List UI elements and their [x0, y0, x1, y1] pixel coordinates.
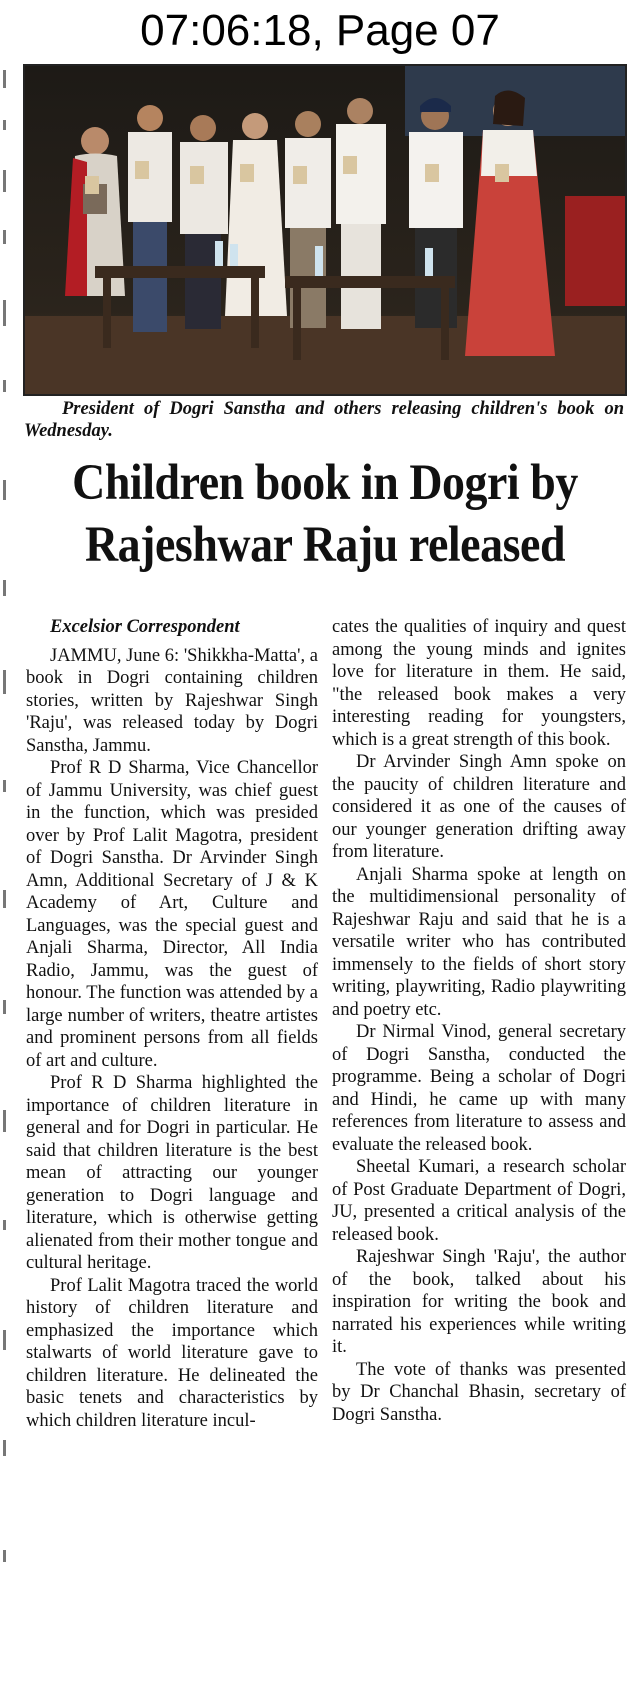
article-paragraph: Anjali Sharma spoke at length on the multidimensional personality of Rajeshwar Raju and said that he is a versatile writer who has contributed immensely to the fields of short story writing, playwriting, Radio playwriting and poetry etc.: [332, 864, 626, 1020]
stage-scene-image: [25, 66, 625, 394]
news-photo: [23, 64, 627, 396]
article-paragraph: Dr Nirmal Vinod, general secretary of Dogri Sanstha, conducted the programme. Being a scholar of Dogri and Hindi, he came up with many references from literature to assess and evaluate the released book.: [332, 1022, 626, 1155]
photo-caption: President of Dogri Sanstha and others releasing children's book on Wednesday.: [24, 399, 624, 441]
article-paragraph: Sheetal Kumari, a research scholar of Post Graduate Department of Dogri, JU, presented a critical analysis of the released book.: [332, 1157, 626, 1245]
article-paragraph: JAMMU, June 6: 'Shikkha-Matta', a book in Dogri containing children stories, written by Rajeshwar Singh 'Raju', was released today by Dogri Sanstha, Jammu.: [26, 645, 318, 756]
byline: Excelsior Correspondent: [50, 617, 240, 637]
article-paragraph: The vote of thanks was presented by Dr Chanchal Bhasin, secretary of Dogri Sanstha.: [332, 1359, 626, 1425]
article-paragraph: Prof Lalit Magotra traced the world history of children literature and emphasized the importance which stalwarts of world literature gave to children literature. He delineated the basic tenets and characteristics by which children literature incul-: [26, 1275, 318, 1431]
page-stamp: 07:06:18, Page 07: [140, 6, 500, 55]
adjacent-column-edge: [0, 60, 14, 1680]
article-paragraph: Rajeshwar Singh 'Raju', the author of the book, talked about his inspiration for writing the book and narrated his experiences while writing it.: [332, 1247, 626, 1357]
article-paragraph: Dr Arvinder Singh Amn spoke on the paucity of children literature and considered it as one of the causes of our younger generation drifting away from literature.: [332, 752, 626, 862]
article-column-right: [332, 616, 626, 1426]
article-paragraph: Prof R D Sharma, Vice Chancellor of Jammu University, was chief guest in the function, which was presided over by Prof Lalit Magotra, president of Dogri Sanstha. Dr Arvinder Singh Amn, Additional Secretary of J & K Academy of Art, Culture and Languages, was the special guest and Anjali Sharma, Director, All India Radio, Jammu, was the guest of honour. The function was attended by a large number of writers, theatre artistes and prominent persons from all fields of art and culture.: [26, 758, 318, 1071]
article-column-left: [26, 616, 318, 1432]
article-paragraph-continued: cates the qualities of inquiry and quest among the young minds and ignites love for literature in them. He said, "the released book makes a very interesting reading for youngsters, which is a great strength of this book.: [332, 617, 626, 750]
article-paragraph: Prof R D Sharma highlighted the importance of children literature in general and for Dogri in particular. He said that children literature is the best mean of attracting our younger generation to Dogri language and literature, which is otherwise getting alienated from their mother tongue and cultural heritage.: [26, 1073, 318, 1273]
article-headline: Children book in Dogri by Rajeshwar Raju released: [72, 455, 578, 573]
